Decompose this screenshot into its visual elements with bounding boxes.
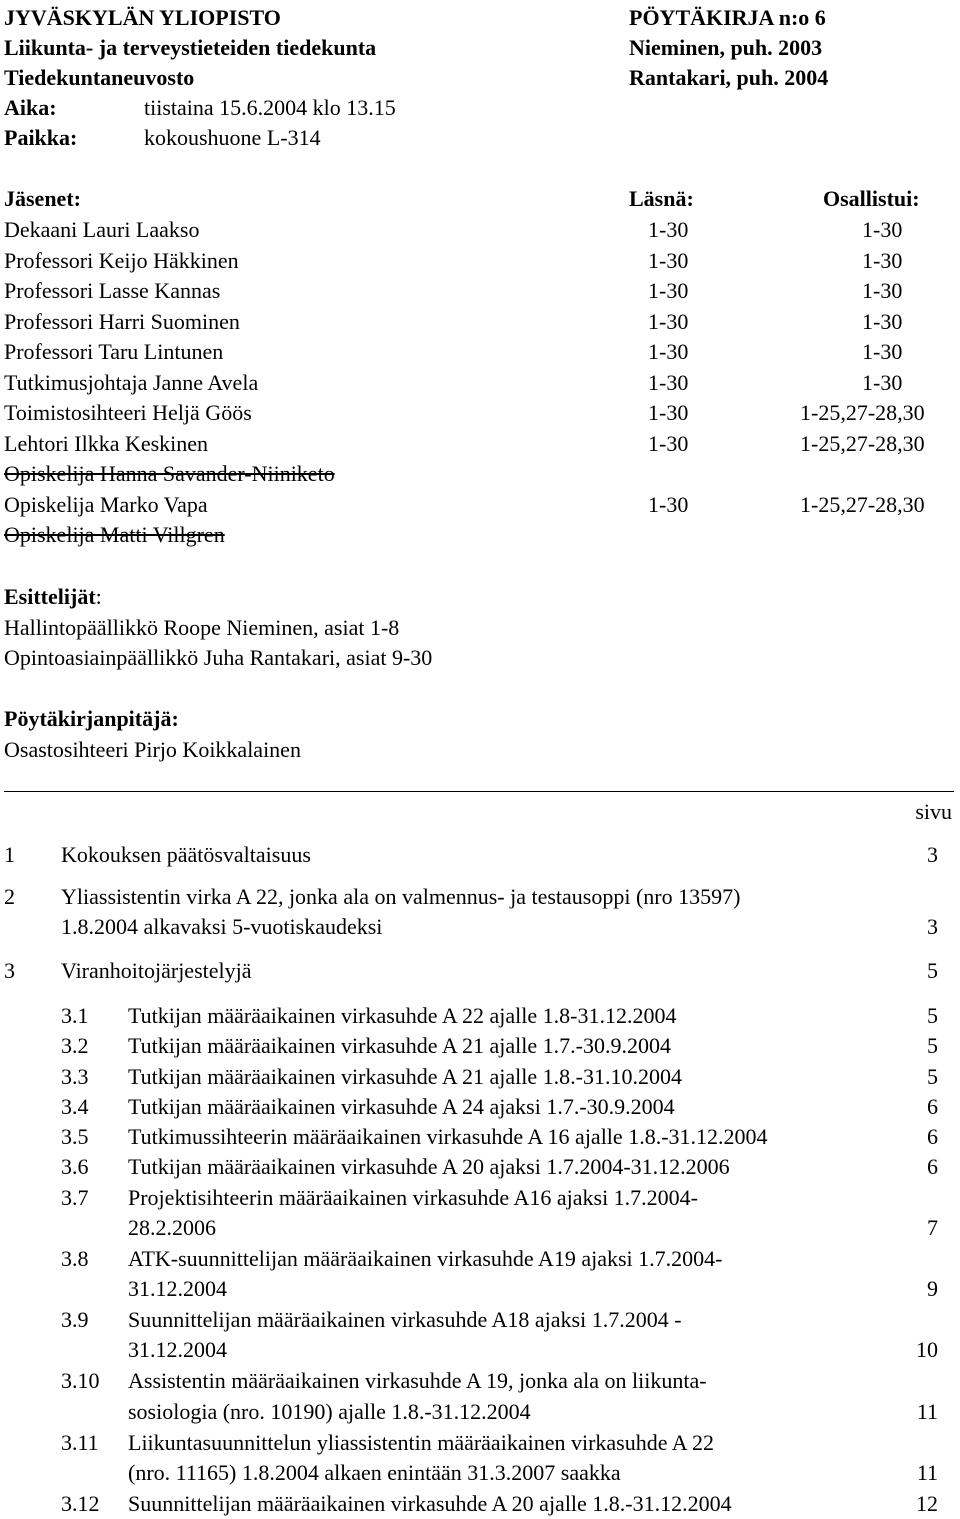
- toc-subitem-page: 12: [916, 1491, 938, 1516]
- member-name: Toimistosihteeri Heljä Göös: [4, 400, 252, 425]
- toc-subitem-page: 6: [927, 1094, 938, 1119]
- member-participated: 1-25,27-28,30: [800, 492, 925, 517]
- toc-subitem-title: (nro. 11165) 1.8.2004 alkaen enintään 31.3.2007 saakka: [128, 1460, 621, 1485]
- toc-subitem-number: 3.11: [61, 1430, 99, 1455]
- toc-subitem-title: 31.12.2004: [128, 1337, 227, 1362]
- presenters-heading-text: Esittelijät: [4, 584, 96, 609]
- toc-item-page: 5: [927, 958, 938, 983]
- toc-subitem-title: Assistentin määräaikainen virkasuhde A 19, jonka ala on liikunta-: [128, 1368, 707, 1393]
- member-present: 1-30: [648, 492, 689, 517]
- toc-subitem-number: 3.10: [61, 1368, 100, 1393]
- presenter-1: Hallintopäällikkö Roope Nieminen, asiat 1-8: [4, 615, 400, 640]
- toc-item-title: Viranhoitojärjestelyjä: [61, 958, 252, 983]
- presenter-2: Opintoasiainpäällikkö Juha Rantakari, asiat 9-30: [4, 645, 433, 670]
- member-participated: 1-30: [862, 370, 903, 395]
- council-name: Tiedekuntaneuvosto: [4, 65, 195, 90]
- toc-item-title: 1.8.2004 alkavaksi 5-vuotiskaudeksi: [61, 914, 383, 939]
- present-heading: Läsnä:: [629, 186, 694, 211]
- toc-subitem-title: Tutkimussihteerin määräaikainen virkasuhde A 16 ajalle 1.8.-31.12.2004: [128, 1124, 768, 1149]
- member-present: 1-30: [648, 400, 689, 425]
- toc-subitem-page: 9: [927, 1276, 938, 1301]
- member-present: 1-30: [648, 339, 689, 364]
- member-participated: 1-30: [862, 217, 903, 242]
- toc-subitem-page: 6: [927, 1124, 938, 1149]
- toc-subitem-number: 3.9: [61, 1307, 89, 1332]
- place-value: kokoushuone L-314: [144, 125, 321, 150]
- toc-subitem-number: 3.4: [61, 1094, 89, 1119]
- time-label: Aika:: [4, 95, 57, 120]
- toc-subitem-page: 11: [916, 1399, 938, 1424]
- secretary-heading: Pöytäkirjanpitäjä:: [4, 706, 179, 731]
- member-name: Lehtori Ilkka Keskinen: [4, 431, 209, 456]
- document-type: PÖYTÄKIRJA n:o 6: [629, 5, 826, 30]
- contact-nieminen: Nieminen, puh. 2003: [629, 35, 823, 60]
- university-name: JYVÄSKYLÄN YLIOPISTO: [4, 5, 281, 30]
- toc-subitem-number: 3.7: [61, 1185, 89, 1210]
- member-participated: 1-30: [862, 339, 903, 364]
- toc-subitem-number: 3.1: [61, 1003, 89, 1028]
- member-name: Professori Harri Suominen: [4, 309, 240, 334]
- toc-subitem-title: Liikuntasuunnittelun yliassistentin määräaikainen virkasuhde A 22: [128, 1430, 714, 1455]
- members-heading: Jäsenet:: [4, 186, 81, 211]
- toc-subitem-title: Suunnittelijan määräaikainen virkasuhde A 20 ajalle 1.8.-31.12.2004: [128, 1491, 732, 1516]
- member-name: Professori Lasse Kannas: [4, 278, 221, 303]
- toc-subitem-title: Tutkijan määräaikainen virkasuhde A 20 ajaksi 1.7.2004-31.12.2006: [128, 1154, 730, 1179]
- toc-subitem-title: Projektisihteerin määräaikainen virkasuhde A16 ajaksi 1.7.2004-: [128, 1185, 699, 1210]
- page-column-heading: sivu: [915, 799, 952, 824]
- member-name: Opiskelija Hanna Savander-Niiniketo: [4, 461, 335, 486]
- toc-subitem-title: 31.12.2004: [128, 1276, 227, 1301]
- toc-subitem-page: 5: [927, 1064, 938, 1089]
- toc-item-number: 3: [4, 958, 15, 983]
- member-present: 1-30: [648, 278, 689, 303]
- toc-subitem-title: Tutkijan määräaikainen virkasuhde A 21 ajalle 1.7.-30.9.2004: [128, 1033, 671, 1058]
- member-participated: 1-25,27-28,30: [800, 431, 925, 456]
- member-participated: 1-30: [862, 278, 903, 303]
- toc-subitem-title: ATK-suunnittelijan määräaikainen virkasuhde A19 ajaksi 1.7.2004-: [128, 1246, 723, 1271]
- toc-subitem-number: 3.6: [61, 1154, 89, 1179]
- member-name: Professori Taru Lintunen: [4, 339, 224, 364]
- toc-subitem-title: sosiologia (nro. 10190) ajalle 1.8.-31.12.2004: [128, 1399, 531, 1424]
- toc-item-title: Kokouksen päätösvaltaisuus: [61, 842, 311, 867]
- toc-subitem-number: 3.2: [61, 1033, 89, 1058]
- contact-rantakari: Rantakari, puh. 2004: [629, 65, 829, 90]
- divider-line: [4, 791, 954, 792]
- toc-subitem-page: 5: [927, 1003, 938, 1028]
- toc-subitem-number: 3.3: [61, 1064, 89, 1089]
- member-name: Professori Keijo Häkkinen: [4, 248, 239, 273]
- toc-subitem-title: Tutkijan määräaikainen virkasuhde A 24 ajaksi 1.7.-30.9.2004: [128, 1094, 675, 1119]
- secretary-name: Osastosihteeri Pirjo Koikkalainen: [4, 737, 301, 762]
- presenters-heading: [4, 586, 102, 608]
- time-value: tiistaina 15.6.2004 klo 13.15: [144, 95, 396, 120]
- toc-subitem-title: Suunnittelijan määräaikainen virkasuhde A18 ajaksi 1.7.2004 -: [128, 1307, 682, 1332]
- toc-item-number: 1: [4, 842, 15, 867]
- toc-subitem-page: 7: [927, 1215, 938, 1240]
- toc-subitem-page: 10: [916, 1337, 938, 1362]
- toc-subitem-number: 3.12: [61, 1491, 100, 1516]
- member-present: 1-30: [648, 248, 689, 273]
- member-present: 1-30: [648, 217, 689, 242]
- member-name: Dekaani Lauri Laakso: [4, 217, 200, 242]
- toc-subitem-number: 3.5: [61, 1124, 89, 1149]
- member-participated: 1-30: [862, 248, 903, 273]
- toc-item-page: 3: [927, 842, 938, 867]
- member-name: Opiskelija Matti Villgren: [4, 522, 225, 547]
- toc-subitem-title: Tutkijan määräaikainen virkasuhde A 22 ajalle 1.8-31.12.2004: [128, 1003, 677, 1028]
- toc-subitem-number: 3.8: [61, 1246, 89, 1271]
- place-label: Paikka:: [4, 125, 78, 150]
- presenters-heading-colon: :: [95, 584, 102, 609]
- toc-item-title: Yliassistentin virka A 22, jonka ala on valmennus- ja testausoppi (nro 13597): [61, 884, 741, 909]
- member-name: Opiskelija Marko Vapa: [4, 492, 208, 517]
- member-present: 1-30: [648, 431, 689, 456]
- toc-item-number: 2: [4, 884, 15, 909]
- toc-subitem-title: 28.2.2006: [128, 1215, 216, 1240]
- member-name: Tutkimusjohtaja Janne Avela: [4, 370, 259, 395]
- toc-subitem-page: 5: [927, 1033, 938, 1058]
- toc-item-page: 3: [927, 914, 938, 939]
- member-present: 1-30: [648, 309, 689, 334]
- faculty-name: Liikunta- ja terveystieteiden tiedekunta: [4, 35, 377, 60]
- participated-heading: Osallistui:: [823, 186, 920, 211]
- toc-subitem-title: Tutkijan määräaikainen virkasuhde A 21 ajalle 1.8.-31.10.2004: [128, 1064, 682, 1089]
- toc-subitem-page: 11: [916, 1460, 938, 1485]
- member-participated: 1-30: [862, 309, 903, 334]
- toc-subitem-page: 6: [927, 1154, 938, 1179]
- member-present: 1-30: [648, 370, 689, 395]
- member-participated: 1-25,27-28,30: [800, 400, 925, 425]
